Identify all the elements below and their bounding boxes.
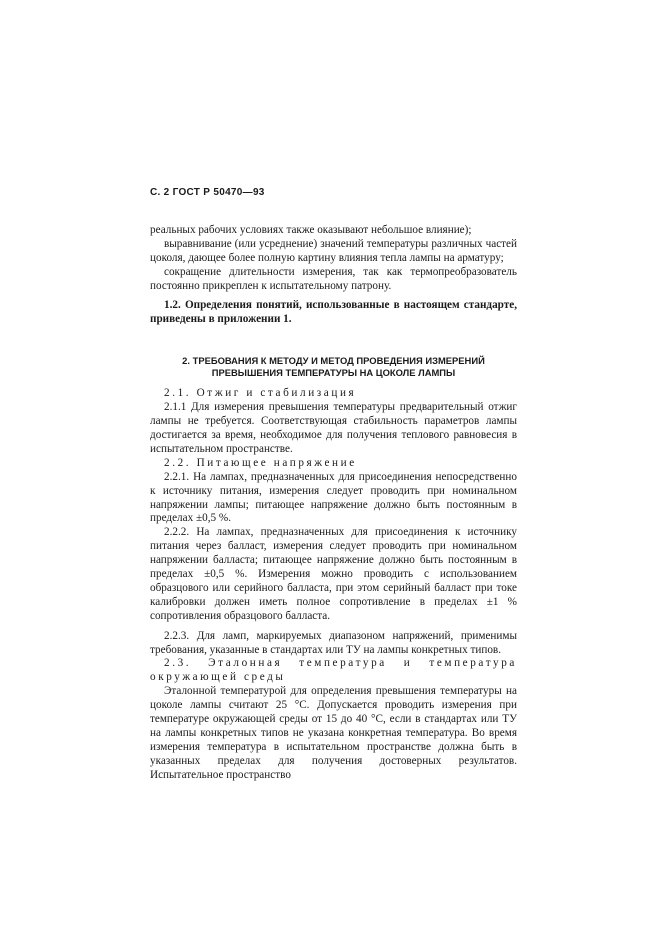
document-page [150,186,517,783]
clause-2-1-heading: 2.1. Отжиг и стабилизация [164,387,357,400]
section-2-title [150,355,517,379]
clause-2-2-3: 2.2.3. Для ламп, маркируемых диапазоном напряжений, применимы требования, указанные в стандартах или ТУ на лампы конкретных типов. [150,629,517,656]
clause-2-2-2: 2.2.2. На лампах, предназначенных для присоединения к источнику питания через балласт, измерения следует проводить при номинальном напряжении балласта; питающее напряжение должно быть постоянным в пределах ±0,5 %. Измерения можно проводить с использованием образцового или серийного балласта, при этом серийный балласт при токе калибровки должен иметь полное сопротивление в пределах ±1 % сопротивления образцового балласта. [150,526,517,622]
section-2-title-line2: ПРЕВЫШЕНИЯ ТЕМПЕРАТУРЫ НА ЦОКОЛЕ ЛАМПЫ [211,367,456,379]
section-2-title-line1: 2. ТРЕБОВАНИЯ К МЕТОДУ И МЕТОД ПРОВЕДЕНИЯ ИЗМЕРЕНИЙ [182,355,485,367]
clause-2-3-body: Эталонной температурой для определения превышения температуры на цоколе лампы считают 25 °С. Допускается проводить измерения при температуре окружающей среды от 15 до 40 °С, если в стандартах или ТУ на лампы конкретных типов не указана конкретная температура. Во время измерения температура в испытательном пространстве должна быть в указанных пределах для получения достоверных результатов. Испытательное пространство [150,685,517,781]
clause-2-2-1: 2.2.1. На лампах, предназначенных для присоединения непосредственно к источнику питания, измерения следует проводить при номинальном напряжении лампы; питающее напряжение должно быть постоянным в пределах ±0,5 %. [150,470,517,525]
clause-2-1-1: 2.1.1 Для измерения превышения температуры предварительный отжиг лампы не требуется. Соответствующая стабильность параметров лампы достигается за время, необходимое для получения теплового равновесия в испытательном пространстве. [150,401,517,455]
page-header: С. 2 ГОСТ Р 50470—93 [150,187,265,198]
intro-text-2: выравнивание (или усреднение) значений температуры различных частей цоколя, дающее более полную картину влияния тепла лампы на арматуру; [150,237,517,264]
clause-1-2: 1.2. Определения понятий, использованные в настоящем стандарте, приведены в приложении 1. [150,299,517,326]
intro-text-1: реальных рабочих условиях также оказывают небольшое влияние); [150,223,472,236]
intro-text-3: сокращение длительности измерения, так как термопреобразователь постоянно прикреплен к испытательному патрону. [150,265,517,292]
clause-2-3-heading: 2.3. Эталонная температура и температура окружающей среды [150,657,517,684]
clause-2-2-heading: 2.2. Питающее напряжение [164,456,357,469]
